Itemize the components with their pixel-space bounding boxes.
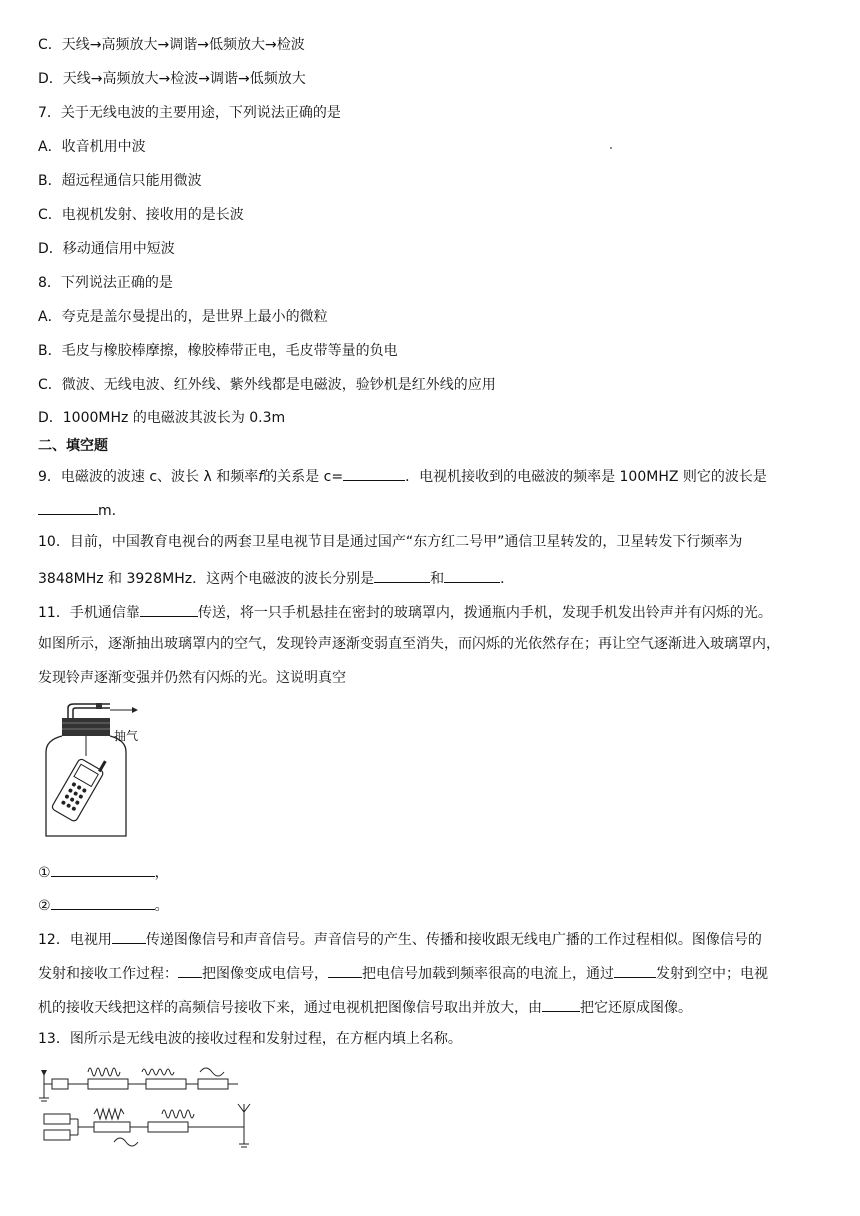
q10-line1: 10．目前，中国教育电视台的两套卫星电视节目是通过国产“东方红二号甲”通信卫星转发的，卫星转发下行频率为 [38,534,743,550]
q11-blank-1[interactable] [140,600,198,617]
q10-text-3: ． [500,571,515,587]
q9-text-2: 的关系是 c= [263,469,344,485]
q7-stem: 7．关于无线电波的主要用途，下列说法正确的是 [38,105,341,121]
q11-answer-1 [38,860,169,883]
q10-text-1: 3848MHz 和 3928MHz．这两个电磁波的波长分别是 [38,571,375,587]
q12-line2 [38,961,768,984]
q11-text-2: 传送，将一只手机悬挂在密封的玻璃罩内，拨通瓶内手机，发现手机发出铃声并有闪烁的光。 [197,605,772,621]
radio-process-diagram [38,1062,258,1152]
q11-line2: 如图所示，逐渐抽出玻璃罩内的空气，发现铃声逐渐变弱直至消失，而闪烁的光依然存在；再让空气逐渐进入玻璃罩内， [38,636,780,652]
q8-option-a: A．夸克是盖尔曼提出的，是世界上最小的微粒 [38,309,328,325]
q7-option-b: B．超远程通信只能用微波 [38,173,202,189]
stray-dot [610,147,612,149]
q12-text-8: 把它还原成图像。 [580,1000,692,1016]
q10-line2 [38,566,514,589]
q12-line1 [38,927,762,950]
q9-line1 [38,464,767,487]
q12-text-5: 把电信号加载到频率很高的电流上，通过 [362,966,614,982]
q12-text-2: 传递图像信号和声音信号。声音信号的产生、传播和接收跟无线电广播的工作过程相似。图像信号的 [145,932,762,948]
q9-text-1: 9．电磁波的波速 c、波长 λ 和频率 [38,469,259,485]
q8-option-d: D．1000MHz 的电磁波其波长为 0.3m [38,410,286,426]
q7-option-c: C．电视机发射、接收用的是长波 [38,207,244,223]
q12-text-1: 12．电视用 [38,932,112,948]
q11-answer-2-end: 。 [154,898,169,914]
q11-answer-2-marker: ② [38,898,51,914]
bell-jar-figure [40,700,150,840]
q8-option-b: B．毛皮与橡胶棒摩擦，橡胶棒带正电，毛皮带等量的负电 [38,343,398,359]
q12-text-6: 发射到空中；电视 [656,966,768,982]
q12-text-3: 发射和接收工作过程： [38,966,178,982]
q7-option-d: D．移动通信用中短波 [38,241,175,257]
q9-unit: m. [98,503,117,519]
q10-blank-1[interactable] [374,566,430,583]
q9-blank-1[interactable] [343,464,405,481]
q12-blank-2[interactable] [178,961,202,978]
q11-answer-2 [38,893,169,916]
q9-f-symbol: f [258,469,264,485]
q12-blank-1[interactable] [112,927,146,944]
q6-option-d: D．天线→高频放大→检波→调谐→低频放大 [38,71,306,87]
q12-text-7: 机的接收天线把这样的高频信号接收下来，通过电视机把图像信号取出并放大，由 [38,1000,542,1016]
q11-figure-label: 抽气 [114,729,139,743]
section-heading-fill-in: 二、填空题 [38,438,108,454]
q9-line2 [38,498,116,521]
q12-blank-3[interactable] [328,961,362,978]
q11-answer-2-blank[interactable] [51,893,155,910]
q6-option-c: C．天线→高频放大→调谐→低频放大→检波 [38,37,305,53]
q12-blank-5[interactable] [542,995,580,1012]
q8-stem: 8．下列说法正确的是 [38,275,173,291]
q12-text-4: 把图像变成电信号， [202,966,328,982]
q12-line3 [38,995,692,1018]
q9-text-3: ．电视机接收到的电磁波的频率是 100MHZ 则它的波长是 [405,469,767,485]
q11-text-1: 11．手机通信靠 [38,605,140,621]
q10-blank-2[interactable] [444,566,500,583]
q7-option-a: A．收音机用中波 [38,139,146,155]
q12-blank-4[interactable] [614,961,656,978]
q8-option-c: C．微波、无线电波、红外线、紫外线都是电磁波，验钞机是红外线的应用 [38,377,496,393]
q11-answer-1-marker: ① [38,865,51,881]
q10-text-2: 和 [430,571,445,587]
q11-line1 [38,600,772,623]
q13-stem: 13．图所示是无线电波的接收过程和发射过程，在方框内填上名称。 [38,1031,462,1047]
q9-blank-2[interactable] [38,498,98,515]
q11-answer-1-end: ， [154,865,169,881]
q11-line3: 发现铃声逐渐变强并仍然有闪烁的光。这说明真空 [38,670,346,686]
q11-answer-1-blank[interactable] [51,860,155,877]
